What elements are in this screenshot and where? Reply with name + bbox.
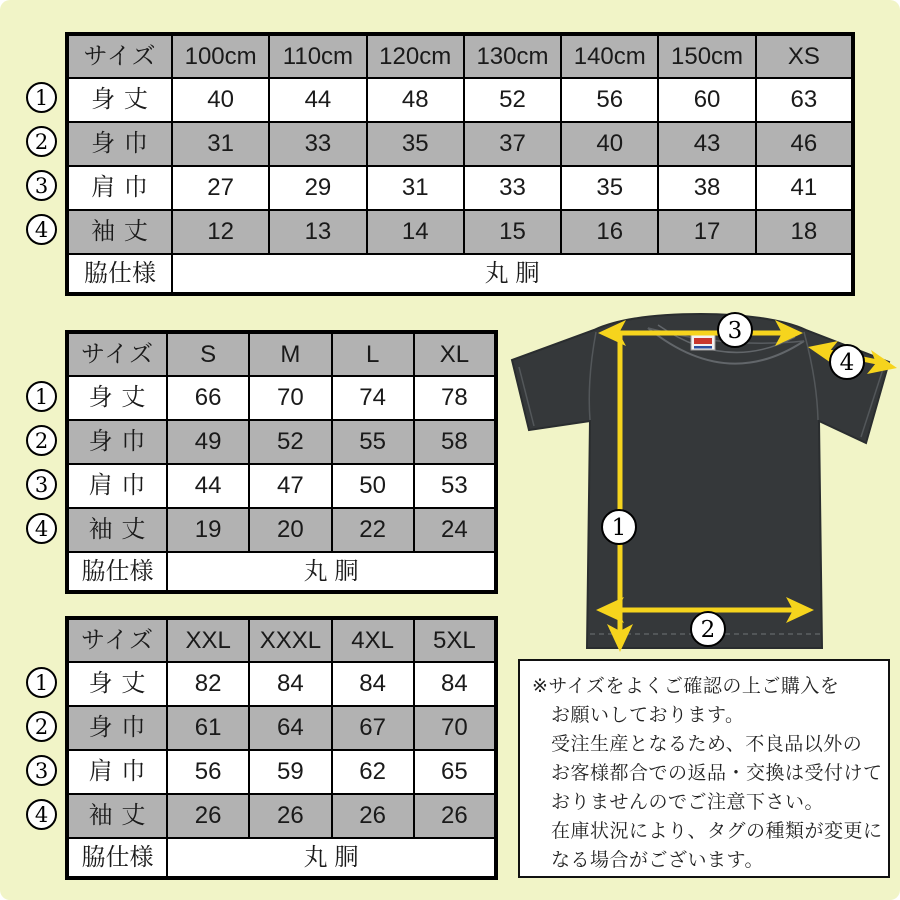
size-value-cell: 44 <box>167 464 249 508</box>
size-value-cell: 49 <box>167 420 249 464</box>
size-value-cell: 43 <box>658 122 755 166</box>
size-value-cell: 50 <box>332 464 414 508</box>
row-marker-3: 3 <box>26 170 57 201</box>
size-value-cell: 65 <box>414 750 496 794</box>
header-cell: サイズ <box>67 332 167 376</box>
row-label-cell: 袖 丈 <box>67 794 167 838</box>
size-value-cell: 56 <box>167 750 249 794</box>
size-value-cell: 64 <box>249 706 331 750</box>
svg-text:4: 4 <box>839 350 855 376</box>
row-label-cell: 脇仕様 <box>67 552 167 592</box>
tshirt-measurement-diagram <box>505 300 900 670</box>
table-footer-row <box>67 552 496 592</box>
row-label-cell: 脇仕様 <box>67 254 172 294</box>
size-value-cell: 56 <box>561 78 658 122</box>
size-value-cell: 78 <box>414 376 496 420</box>
note-line: なる場合がございます。 <box>551 850 764 871</box>
note-line: 在庫状況により、タグの種類が変更に <box>551 821 883 842</box>
size-value-cell: 33 <box>464 166 561 210</box>
svg-text:1: 1 <box>611 515 627 541</box>
size-value-cell: 20 <box>249 508 331 552</box>
size-value-cell: 37 <box>464 122 561 166</box>
size-value-cell: 74 <box>332 376 414 420</box>
size-value-cell: 70 <box>249 376 331 420</box>
row-label-cell: 肩 巾 <box>67 464 167 508</box>
size-value-cell: 35 <box>367 122 464 166</box>
header-cell: XXL <box>167 618 249 662</box>
table-row <box>67 210 853 254</box>
size-value-cell: 70 <box>414 706 496 750</box>
header-cell: XXXL <box>249 618 331 662</box>
table-row <box>67 750 496 794</box>
size-value-cell: 26 <box>414 794 496 838</box>
row-marker-1: 1 <box>26 82 57 113</box>
size-value-cell: 44 <box>269 78 366 122</box>
size-value-cell: 59 <box>249 750 331 794</box>
row-label-cell: 身 巾 <box>67 706 167 750</box>
row-marker-4: 4 <box>26 214 57 245</box>
size-value-cell: 38 <box>658 166 755 210</box>
row-label-cell: 身 丈 <box>67 78 172 122</box>
diagram-marker-4 <box>830 345 864 379</box>
row-marker-2: 2 <box>26 711 57 742</box>
row-label-cell: 身 丈 <box>67 376 167 420</box>
note-line: ※サイズをよくご確認の上ご購入を <box>532 676 840 697</box>
note-line: お客様都合での返品・交換は受付けて <box>551 763 883 784</box>
size-value-cell: 62 <box>332 750 414 794</box>
size-value-cell: 29 <box>269 166 366 210</box>
row-label-cell: 袖 丈 <box>67 210 172 254</box>
svg-text:2: 2 <box>700 617 716 643</box>
table-footer-row <box>67 254 853 294</box>
size-value-cell: 33 <box>269 122 366 166</box>
size-value-cell: 46 <box>756 122 853 166</box>
size-value-cell: 15 <box>464 210 561 254</box>
table-row <box>67 662 496 706</box>
header-cell: XS <box>756 34 853 78</box>
table-row <box>67 464 496 508</box>
table-row <box>67 122 853 166</box>
size-value-cell: 24 <box>414 508 496 552</box>
side-spec-cell: 丸 胴 <box>167 552 496 592</box>
header-cell: M <box>249 332 331 376</box>
brand-tag-icon <box>691 335 715 350</box>
size-value-cell: 18 <box>756 210 853 254</box>
side-spec-cell: 丸 胴 <box>167 838 496 878</box>
adult-size-table <box>65 330 498 594</box>
header-cell: 150cm <box>658 34 755 78</box>
size-value-cell: 55 <box>332 420 414 464</box>
size-value-cell: 27 <box>172 166 269 210</box>
row-label-cell: 袖 丈 <box>67 508 167 552</box>
header-cell: 110cm <box>269 34 366 78</box>
row-label-cell: 脇仕様 <box>67 838 167 878</box>
size-value-cell: 17 <box>658 210 755 254</box>
size-value-cell: 84 <box>332 662 414 706</box>
row-marker-1: 1 <box>26 667 57 698</box>
size-value-cell: 52 <box>464 78 561 122</box>
header-cell: 130cm <box>464 34 561 78</box>
row-label-cell: 身 巾 <box>67 420 167 464</box>
size-value-cell: 16 <box>561 210 658 254</box>
size-value-cell: 82 <box>167 662 249 706</box>
note-line: 受注生産となるため、不良品以外の <box>551 734 863 755</box>
table-row <box>67 78 853 122</box>
row-label-cell: 身 巾 <box>67 122 172 166</box>
table-footer-row <box>67 838 496 878</box>
header-cell: XL <box>414 332 496 376</box>
size-value-cell: 19 <box>167 508 249 552</box>
size-value-cell: 31 <box>172 122 269 166</box>
size-value-cell: 12 <box>172 210 269 254</box>
size-value-cell: 26 <box>332 794 414 838</box>
size-value-cell: 40 <box>561 122 658 166</box>
row-label-cell: 肩 巾 <box>67 750 167 794</box>
header-cell: サイズ <box>67 618 167 662</box>
size-value-cell: 58 <box>414 420 496 464</box>
size-value-cell: 13 <box>269 210 366 254</box>
plus-size-table <box>65 616 498 880</box>
header-cell: 5XL <box>414 618 496 662</box>
row-marker-2: 2 <box>26 126 57 157</box>
diagram-marker-1 <box>602 510 636 544</box>
header-cell: 100cm <box>172 34 269 78</box>
size-value-cell: 40 <box>172 78 269 122</box>
row-marker-4: 4 <box>26 513 57 544</box>
table-header-row <box>67 618 496 662</box>
diagram-marker-2 <box>691 612 725 646</box>
size-value-cell: 84 <box>249 662 331 706</box>
size-value-cell: 35 <box>561 166 658 210</box>
row-marker-2: 2 <box>26 425 57 456</box>
table-row <box>67 794 496 838</box>
size-value-cell: 66 <box>167 376 249 420</box>
row-label-cell: 肩 巾 <box>67 166 172 210</box>
side-spec-cell: 丸 胴 <box>172 254 853 294</box>
row-label-cell: 身 丈 <box>67 662 167 706</box>
size-value-cell: 61 <box>167 706 249 750</box>
size-value-cell: 48 <box>367 78 464 122</box>
size-value-cell: 63 <box>756 78 853 122</box>
row-marker-3: 3 <box>26 755 57 786</box>
header-cell: 4XL <box>332 618 414 662</box>
kids-size-table <box>65 32 855 296</box>
size-value-cell: 47 <box>249 464 331 508</box>
size-value-cell: 84 <box>414 662 496 706</box>
note-line: おりませんのでご注意下さい。 <box>551 792 825 813</box>
note-line: お願いしております。 <box>551 705 745 726</box>
table-row <box>67 376 496 420</box>
table-row <box>67 420 496 464</box>
row-marker-4: 4 <box>26 799 57 830</box>
size-value-cell: 67 <box>332 706 414 750</box>
table-header-row <box>67 34 853 78</box>
size-value-cell: 26 <box>249 794 331 838</box>
table-row <box>67 508 496 552</box>
size-value-cell: 14 <box>367 210 464 254</box>
purchase-note-box <box>518 659 890 878</box>
size-value-cell: 26 <box>167 794 249 838</box>
header-cell: 140cm <box>561 34 658 78</box>
header-cell: S <box>167 332 249 376</box>
row-marker-3: 3 <box>26 469 57 500</box>
svg-text:3: 3 <box>727 318 743 344</box>
row-marker-1: 1 <box>26 381 57 412</box>
size-value-cell: 52 <box>249 420 331 464</box>
diagram-marker-3 <box>718 313 752 347</box>
size-value-cell: 22 <box>332 508 414 552</box>
header-cell: L <box>332 332 414 376</box>
table-row <box>67 706 496 750</box>
size-value-cell: 41 <box>756 166 853 210</box>
size-value-cell: 60 <box>658 78 755 122</box>
table-row <box>67 166 853 210</box>
size-value-cell: 31 <box>367 166 464 210</box>
table-header-row <box>67 332 496 376</box>
header-cell: サイズ <box>67 34 172 78</box>
size-value-cell: 53 <box>414 464 496 508</box>
header-cell: 120cm <box>367 34 464 78</box>
